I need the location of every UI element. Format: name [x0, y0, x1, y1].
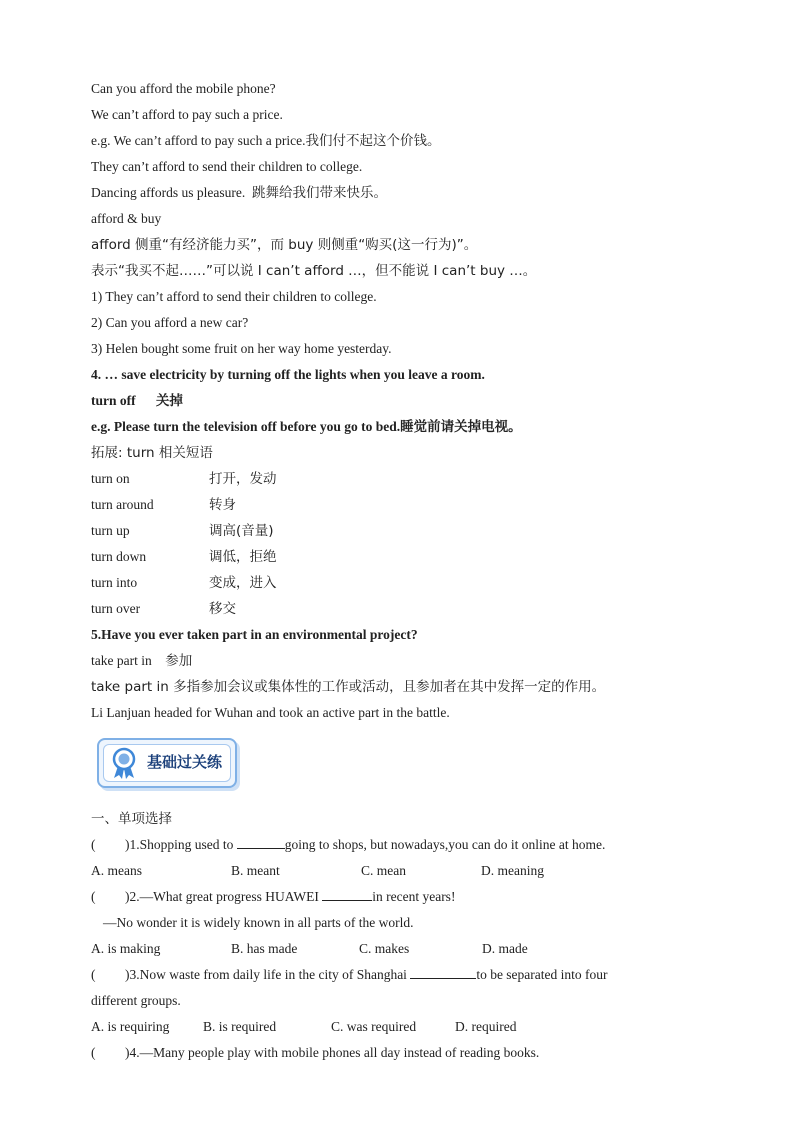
- option-a[interactable]: A. is requiring: [91, 1019, 170, 1034]
- phrase-cn: 移交: [209, 601, 236, 617]
- phrase-en: turn down: [91, 549, 147, 564]
- phrase-en: take part in: [91, 653, 152, 668]
- phrase-row: [91, 466, 711, 492]
- answer-paren: (: [91, 1045, 96, 1060]
- phrase-cn: 调低，拒绝: [209, 549, 277, 565]
- example-cn: 跳舞给我们带来快乐。: [251, 185, 387, 201]
- answer-blank[interactable]: [410, 964, 476, 979]
- example-cn: 睡觉前请关掉电视。: [400, 419, 522, 435]
- options-row: [91, 1014, 711, 1040]
- document-page: [91, 76, 711, 1066]
- phrase-en: turn around: [91, 497, 154, 512]
- answer-blank[interactable]: [237, 834, 285, 849]
- note-line: afford & buy: [91, 211, 162, 226]
- example-line: [91, 414, 711, 440]
- phrase-en: turn over: [91, 601, 141, 616]
- note-line: 2) Can you afford a new car?: [91, 315, 249, 330]
- badge-frame: [97, 738, 237, 788]
- phrase-en: turn on: [91, 471, 130, 486]
- option-d[interactable]: D. required: [455, 1019, 517, 1034]
- question-2-reply: —No wonder it is widely known in all parts of the world.: [103, 915, 414, 930]
- option-a[interactable]: A. is making: [91, 941, 161, 956]
- phrase-line: [91, 388, 711, 414]
- option-d[interactable]: D. made: [482, 941, 528, 956]
- options-row: [91, 936, 711, 962]
- answer-blank[interactable]: [322, 886, 372, 901]
- answer-paren: (: [91, 889, 96, 904]
- option-d[interactable]: D. meaning: [481, 863, 544, 878]
- example-line: Li Lanjuan headed for Wuhan and took an active part in the battle.: [91, 705, 450, 720]
- medal-icon: [109, 746, 139, 780]
- phrase-cn: 转身: [209, 497, 236, 513]
- question-stem: to be separated into four: [476, 967, 608, 982]
- phrase-en: turn off: [91, 393, 136, 408]
- note-line: We can’t afford to pay such a price.: [91, 107, 283, 122]
- option-b[interactable]: B. meant: [231, 863, 280, 878]
- phrase-row: [91, 570, 711, 596]
- phrase-cn: 调高(音量): [209, 523, 274, 539]
- question-stem: )1.Shopping used to: [125, 837, 237, 852]
- note-line: 1) They can’t afford to send their children to college.: [91, 289, 377, 304]
- example-en: e.g. Please turn the television off before you go to bed.: [91, 419, 401, 434]
- question-stem: )2.—What great progress HUAWEI: [125, 889, 323, 904]
- phrase-row: [91, 492, 711, 518]
- note-line: 表示“我买不起……”可以说 I can’t afford …，但不能说 I can’t buy …。: [91, 263, 537, 279]
- question-1: [91, 832, 711, 858]
- phrase-en: turn into: [91, 575, 138, 590]
- note-line: They can’t afford to send their children to college.: [91, 159, 363, 174]
- section-4-title: 4. … save electricity by turning off the lights when you leave a room.: [91, 367, 485, 382]
- phrase-en: turn up: [91, 523, 130, 538]
- extend-line: 拓展: turn 相关短语: [91, 445, 213, 461]
- section-5-title: 5.Have you ever taken part in an environmental project?: [91, 627, 418, 642]
- note-line: [91, 128, 711, 154]
- note-line: 3) Helen bought some fruit on her way home yesterday.: [91, 341, 392, 356]
- question-stem: in recent years!: [372, 889, 456, 904]
- phrase-row: [91, 544, 711, 570]
- badge-label: 基础过关练: [147, 753, 223, 771]
- note-line: afford 侧重“有经济能力买”，而 buy 则侧重“购买(这一行为)”。: [91, 237, 478, 253]
- phrase-cn: 变成，进入: [209, 575, 277, 591]
- answer-paren: (: [91, 967, 96, 982]
- question-stem: going to shops, but nowadays,you can do it online at home.: [284, 837, 606, 852]
- exercise-heading: 一、单项选择: [91, 811, 172, 827]
- option-c[interactable]: C. makes: [359, 941, 410, 956]
- answer-paren: (: [91, 837, 96, 852]
- example-cn: 我们付不起这个价钱。: [305, 133, 441, 149]
- question-4: [91, 1040, 711, 1066]
- question-2: [91, 884, 711, 910]
- phrase-cn: 关掉: [155, 393, 183, 409]
- phrase-row: [91, 518, 711, 544]
- question-3: [91, 962, 711, 988]
- question-stem: )4.—Many people play with mobile phones all day instead of reading books.: [125, 1045, 540, 1060]
- example-en: Dancing affords us pleasure.: [91, 185, 246, 200]
- options-row: [91, 858, 711, 884]
- option-c[interactable]: C. mean: [361, 863, 406, 878]
- question-stem: )3.Now waste from daily life in the city of Shanghai: [125, 967, 411, 982]
- explain-line: take part in 多指参加会议或集体性的工作或活动，且参加者在其中发挥一定的作用。: [91, 679, 606, 695]
- note-line: [91, 180, 711, 206]
- section-badge: [91, 734, 711, 800]
- example-en: e.g. We can’t afford to pay such a price.: [91, 133, 306, 148]
- phrase-line: [91, 648, 711, 674]
- option-b[interactable]: B. is required: [203, 1019, 277, 1034]
- note-line: Can you afford the mobile phone?: [91, 81, 276, 96]
- phrase-cn: 打开，发动: [209, 471, 277, 487]
- option-b[interactable]: B. has made: [231, 941, 298, 956]
- option-c[interactable]: C. was required: [331, 1019, 417, 1034]
- phrase-cn: 参加: [165, 653, 193, 669]
- option-a[interactable]: A. means: [91, 863, 142, 878]
- question-3-cont: different groups.: [91, 993, 181, 1008]
- phrase-row: [91, 596, 711, 622]
